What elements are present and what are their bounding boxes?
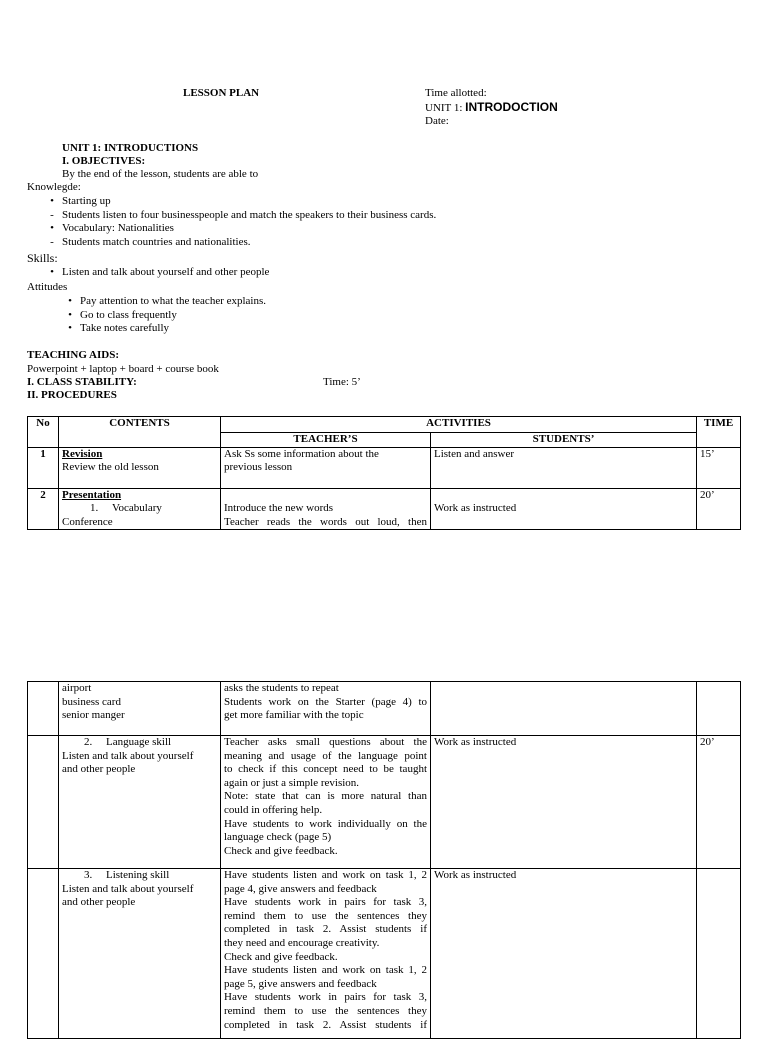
row-students bbox=[431, 682, 697, 736]
skills-list bbox=[50, 266, 270, 280]
content-line: airport bbox=[62, 682, 92, 694]
row-teacher bbox=[221, 682, 431, 736]
objectives-intro: By the end of the lesson, students are able to bbox=[62, 168, 259, 180]
procedures-table-2 bbox=[27, 681, 741, 1039]
teacher-line: Have students listen and work on task 1, 2 bbox=[224, 869, 427, 881]
content-line: Conference bbox=[62, 515, 113, 528]
class-stability-title: I. CLASS STABILITY: bbox=[27, 376, 137, 388]
header-teacher: TEACHER’S bbox=[221, 433, 431, 448]
row-students: Listen and answer bbox=[431, 447, 697, 488]
teacher-line: asks the students to repeat bbox=[224, 682, 339, 694]
procedures-table-1 bbox=[27, 416, 741, 530]
teacher-line: Introduce the new words bbox=[224, 502, 334, 515]
section-title: Presentation bbox=[62, 488, 122, 501]
teacher-line: they need and encourage creativity. bbox=[224, 936, 380, 949]
time-allotted: Time allotted: bbox=[425, 87, 487, 99]
header-students: STUDENTS’ bbox=[431, 433, 697, 448]
teacher-line: Ask Ss some information about the bbox=[224, 447, 379, 460]
content-line: Review the old lesson bbox=[62, 461, 159, 474]
row-time: 15’ bbox=[697, 447, 741, 488]
unit-title: UNIT 1: INTRODUCTIONS bbox=[62, 142, 199, 154]
skills-label: Skills: bbox=[27, 251, 58, 265]
teacher-line: language check (page 5) bbox=[224, 831, 332, 844]
procedures-title: II. PROCEDURES bbox=[27, 389, 117, 401]
teacher-line: page 4, give answers and feedback bbox=[224, 882, 377, 895]
knowledge-label: Knowlegde: bbox=[27, 181, 81, 193]
row-contents bbox=[59, 447, 221, 488]
header-no: No bbox=[28, 417, 59, 448]
knowledge-list bbox=[50, 195, 437, 249]
table-row bbox=[28, 736, 741, 869]
unit-prefix: UNIT 1: bbox=[425, 102, 466, 114]
row-teacher bbox=[221, 447, 431, 488]
teacher-line: Check and give feedback. bbox=[224, 844, 338, 857]
content-line: Listen and talk about yourself bbox=[62, 882, 194, 895]
list-item bbox=[68, 308, 266, 323]
row-contents bbox=[59, 736, 221, 869]
teacher-line: to check if this concept need to be taught bbox=[224, 763, 427, 776]
list-item bbox=[50, 222, 436, 236]
list-item-text: Students match countries and nationalities. bbox=[62, 235, 251, 248]
unit-name: INTRODOCTION bbox=[465, 100, 558, 114]
list-item bbox=[68, 322, 266, 336]
row-teacher bbox=[221, 869, 431, 1039]
row-number bbox=[28, 736, 59, 869]
teacher-line: again or just a simple revision. bbox=[224, 776, 360, 789]
row-time bbox=[697, 682, 741, 736]
content-item: 3. Listening skill bbox=[84, 869, 170, 881]
date-label: Date: bbox=[425, 115, 449, 127]
teacher-line: get more familiar with the topic bbox=[224, 709, 364, 722]
list-item-text: Go to class frequently bbox=[80, 308, 177, 321]
list-item-text: Starting up bbox=[62, 195, 111, 207]
row-teacher bbox=[221, 488, 431, 530]
row-contents bbox=[59, 682, 221, 736]
table-row bbox=[28, 869, 741, 1039]
teacher-line: previous lesson bbox=[224, 461, 293, 474]
row-time bbox=[697, 869, 741, 1039]
bullet-marker: • bbox=[68, 295, 72, 307]
content-item: 1. Vocabulary bbox=[90, 502, 162, 515]
row-time: 20’ bbox=[697, 736, 741, 869]
teacher-line: Have students work in pairs for task 3, bbox=[224, 991, 427, 1004]
header-contents: CONTENTS bbox=[59, 417, 221, 448]
content-line: and other people bbox=[62, 896, 136, 909]
row-contents bbox=[59, 869, 221, 1039]
bullet-marker: • bbox=[68, 308, 72, 321]
content-line: Listen and talk about yourself bbox=[62, 749, 194, 762]
list-item bbox=[68, 295, 267, 309]
teacher-line: Note: state that can is more natural than bbox=[224, 790, 427, 803]
list-item bbox=[50, 235, 436, 250]
row-students: Work as instructed bbox=[431, 736, 697, 869]
row-teacher bbox=[221, 736, 431, 869]
bullet-marker: - bbox=[50, 235, 54, 248]
attitudes-label: Attitudes bbox=[27, 281, 68, 293]
content-line: senior manger bbox=[62, 709, 125, 722]
teacher-line: meaning and usage of the language point bbox=[224, 749, 427, 762]
section-title: Revision bbox=[62, 447, 103, 460]
unit-header bbox=[425, 101, 558, 116]
bullet-marker: • bbox=[68, 322, 72, 335]
bullet-marker: • bbox=[50, 195, 54, 207]
teacher-line: remind them to use the sentences they bbox=[224, 1004, 427, 1017]
content-line: and other people bbox=[62, 763, 136, 776]
header-time: TIME bbox=[697, 417, 741, 448]
row-time: 20’ bbox=[697, 488, 741, 530]
list-item-text: Listen and talk about yourself and other people bbox=[62, 266, 270, 278]
teacher-line: Check and give feedback. bbox=[224, 950, 338, 963]
list-item-text: Take notes carefully bbox=[80, 322, 170, 335]
teacher-line: Students work on the Starter (page 4) to bbox=[224, 695, 427, 708]
bullet-marker: - bbox=[50, 208, 54, 221]
row-number: 1 bbox=[28, 447, 59, 488]
row-students: Work as instructed bbox=[431, 869, 697, 1039]
list-item bbox=[50, 195, 436, 209]
row-students: Work as instructed bbox=[431, 488, 697, 530]
row-number: 2 bbox=[28, 488, 59, 530]
table-row bbox=[28, 682, 741, 736]
teaching-aids-title: TEACHING AIDS: bbox=[27, 349, 119, 361]
teaching-aids-text: Powerpoint + laptop + board + course book bbox=[27, 363, 219, 375]
list-item-text: Vocabulary: Nationalities bbox=[62, 222, 174, 235]
objectives-title: I. OBJECTIVES: bbox=[62, 155, 146, 167]
row-contents bbox=[59, 488, 221, 530]
list-item bbox=[50, 266, 270, 280]
teacher-line: remind them to use the sentences they bbox=[224, 909, 427, 922]
bullet-marker: • bbox=[50, 266, 54, 278]
list-item-text: Pay attention to what the teacher explains. bbox=[80, 295, 267, 307]
teacher-line: Have students work in pairs for task 3, bbox=[224, 896, 427, 909]
teacher-line: could in offering help. bbox=[224, 803, 323, 816]
table-row bbox=[28, 488, 741, 530]
row-number bbox=[28, 869, 59, 1039]
table-header-row bbox=[28, 417, 741, 433]
list-item bbox=[50, 208, 437, 223]
content-line: business card bbox=[62, 695, 121, 708]
attitudes-list bbox=[68, 295, 267, 336]
teacher-line: Have students listen and work on task 1, 2 bbox=[224, 964, 427, 977]
list-item-text: Students listen to four businesspeople and match the speakers to their business cards. bbox=[62, 208, 437, 221]
teacher-line: Teacher asks small questions about the bbox=[224, 736, 427, 748]
class-stability-time: Time: 5’ bbox=[323, 376, 361, 388]
table-row bbox=[28, 447, 741, 488]
lesson-plan-heading: LESSON PLAN bbox=[183, 87, 260, 99]
teacher-line: Have students to work individually on the bbox=[224, 817, 427, 830]
header-activities: ACTIVITIES bbox=[221, 417, 697, 433]
teacher-line: completed in task 2. Assist students if bbox=[224, 1018, 427, 1031]
content-item: 2. Language skill bbox=[84, 736, 172, 748]
teacher-line: Teacher reads the words out loud, then bbox=[224, 515, 427, 528]
teacher-line: completed in task 2. Assist students if bbox=[224, 923, 427, 936]
teacher-line: page 5, give answers and feedback bbox=[224, 977, 377, 990]
bullet-marker: • bbox=[50, 222, 54, 235]
row-number bbox=[28, 682, 59, 736]
